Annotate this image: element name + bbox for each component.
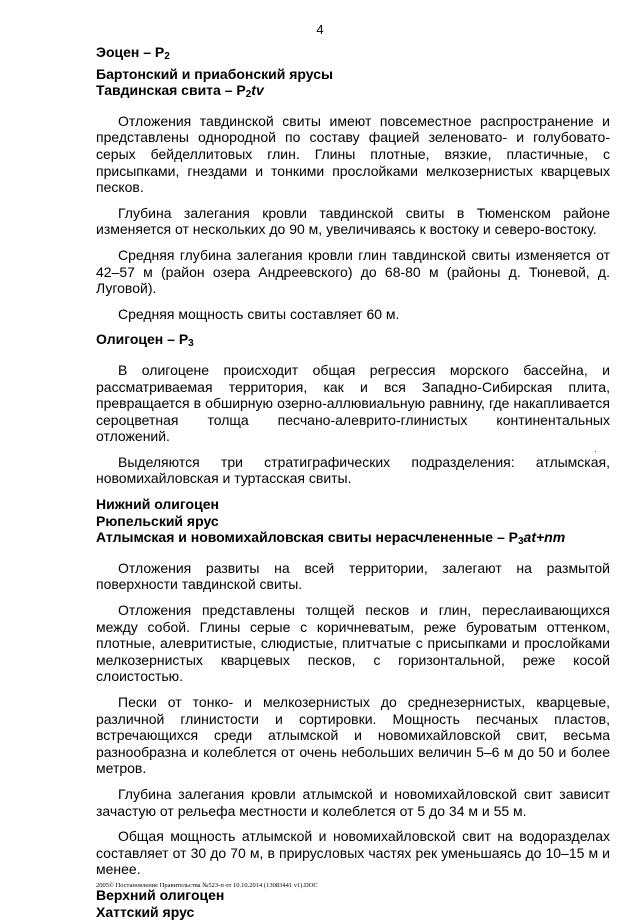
heading-bartonian: Бартонский и приабонский ярусы bbox=[96, 65, 333, 82]
heading-atlym-formation: Атлымская и новомихайловская свиты нерасчлененные – Р3at+nm bbox=[96, 529, 566, 548]
heading-upper-oligocene: Верхний олигоцен bbox=[96, 886, 225, 903]
paragraph: Глубина залегания кровли тавдинской свиты в Тюменском районе изменяется от нескольких до 90 м, увеличиваясь к востоку и северо-востоку. bbox=[96, 204, 610, 238]
heading-lower-oligocene: Нижний олигоцен bbox=[96, 496, 219, 513]
page-number: 4 bbox=[316, 22, 324, 37]
paragraph: В олигоцене происходит общая регрессия морского бассейна, и рассматриваемая территория, как и вся Западно-Сибирская плита, превращается в обширную озерно-аллювиальную равнину, где накапливается сероцветная толща песчано-алеврито-глинистых континентальных отложений. bbox=[96, 361, 610, 445]
document-body bbox=[96, 44, 610, 920]
paragraph: Средняя мощность свиты составляет 60 м. bbox=[118, 305, 400, 322]
paragraph: Отложения развиты на всей территории, залегают на размытой поверхности тавдинской свиты. bbox=[96, 559, 610, 593]
paragraph: Выделяются три стратиграфических подразделения: атлымская, новомихайловская и туртасская свиты. bbox=[96, 453, 610, 487]
paragraph: Отложения тавдинской свиты имеют повсеместное распространение и представлены однородной по составу фацией зеленовато- и голубовато-серых бейделлитовых глин. Глины плотные, вязкие, пластичные, с присыпками, гнездами и тонкими прослойками мелкозернистых кварцевых песков. bbox=[96, 112, 610, 196]
paragraph: Средняя глубина залегания кровли глин тавдинской свиты изменяется от 42–57 м (район озера Андреевского) до 68-80 м (районы д. Тюневой, д. Луговой). bbox=[96, 246, 610, 297]
heading-tavda: Тавдинская свита – Р2tv bbox=[96, 82, 264, 101]
paragraph: Отложения представлены толщей песков и глин, переслаивающихся между собой. Глины серые с коричневатым, реже буроватым оттенком, плотные, алевритистые, слюдистые, плитчатые с присыпками и прослойками мелкозернистых кварцевых песков, с горизонтальной, реже косой слоистостью. bbox=[96, 602, 610, 685]
footer-file-path: 2005© Постановление Правительства №523-п от 10.10.2014 (13083441 v1).DOC bbox=[96, 882, 318, 889]
scan-speck: · bbox=[594, 446, 597, 456]
heading-chattian: Хаттский ярус bbox=[96, 903, 195, 920]
paragraph: Пески от тонко- и мелкозернистых до среднезернистых, кварцевые, различной глинистости и сортировки. Мощность песчаных пластов, встречающихся среди атлымской и новомихайловской свит, весьма разнообразна и колеблется от очень небольших величин 5–6 м до 50 и более метров. bbox=[96, 694, 610, 777]
paragraph: Общая мощность атлымской и новомихайловской свит на водоразделах составляет от 30 до 70 м, в прирусловых частях рек уменьшаясь до 10–15 м и менее. bbox=[96, 828, 610, 878]
paragraph: Глубина залегания кровли атлымской и новомихайловской свит зависит зачастую от рельефа местности и колеблется от 5 до 34 м и 55 м. bbox=[96, 785, 610, 819]
heading-eocene: Эоцен – Р2 bbox=[96, 44, 170, 62]
heading-oligocene: Олигоцен – Р3 bbox=[96, 331, 194, 350]
heading-rupelian: Рюпельский ярус bbox=[96, 512, 219, 529]
